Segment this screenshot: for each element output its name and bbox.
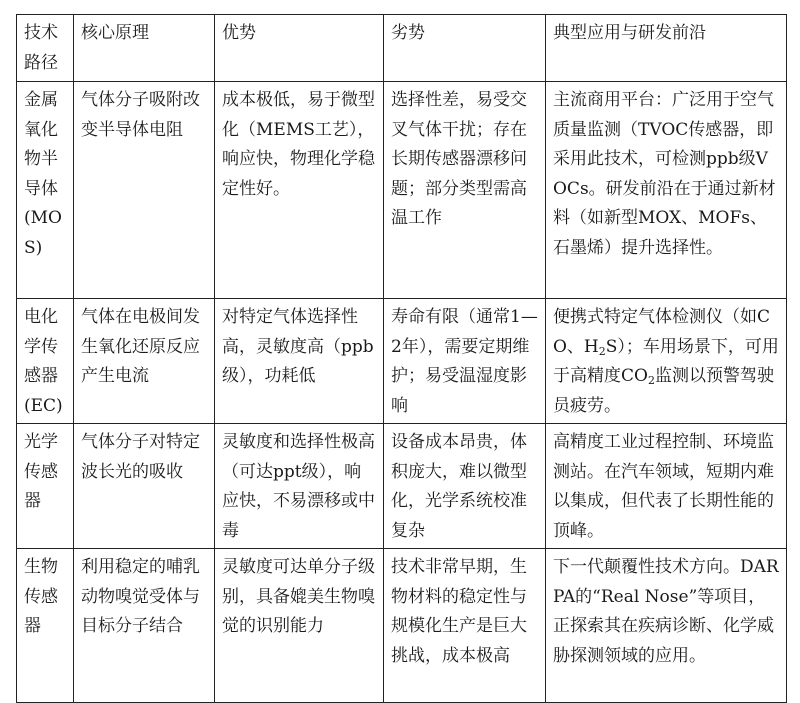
header-row — [17, 15, 787, 82]
header-cell-applications: 典型应用与研发前沿 — [546, 15, 787, 82]
cell-path: 金属氧化物半导体(MOS) — [17, 82, 74, 299]
cell-applications: 主流商用平台：广泛用于空气质量监测（TVOC传感器，即采用此技术，可检测ppb级VOCs。研发前沿在于通过新材料（如新型MOX、MOFs、石墨烯）提升选择性。 — [546, 82, 787, 299]
table-row — [17, 299, 787, 424]
table-row — [17, 424, 787, 549]
cell-applications: 下一代颠覆性技术方向。DARPA的“Real Nose”等项目，正探索其在疾病诊断、化学威胁探测领域的应用。 — [546, 549, 787, 703]
comparison-table — [16, 14, 787, 703]
cell-path: 光学传感器 — [17, 424, 74, 549]
cell-disadvantages: 寿命有限（通常1—2年），需要定期维护；易受温湿度影响 — [384, 299, 546, 424]
cell-disadvantages: 技术非常早期，生物材料的稳定性与规模化生产是巨大挑战，成本极高 — [384, 549, 546, 703]
cell-disadvantages: 设备成本昂贵，体积庞大，难以微型化，光学系统校准复杂 — [384, 424, 546, 549]
subscript: 2 — [598, 344, 606, 358]
cell-advantages: 成本极低，易于微型化（MEMS工艺），响应快，物理化学稳定性好。 — [215, 82, 384, 299]
header-cell-disadvantages: 劣势 — [384, 15, 546, 82]
cell-advantages: 灵敏度可达单分子级别，具备媲美生物嗅觉的识别能力 — [215, 549, 384, 703]
text-fragment: S）；车用场景下，可用于高精度CO — [553, 336, 779, 386]
cell-applications: 高精度工业过程控制、环境监测站。在汽车领域，短期内难以集成，但代表了长期性能的顶峰。 — [546, 424, 787, 549]
cell-disadvantages: 选择性差，易受交叉气体干扰；存在长期传感器漂移问题；部分类型需高温工作 — [384, 82, 546, 299]
cell-advantages: 灵敏度和选择性极高（可达ppt级），响应快，不易漂移或中毒 — [215, 424, 384, 549]
cell-path: 生物传感器 — [17, 549, 74, 703]
table-row — [17, 549, 787, 703]
cell-principle: 气体在电极间发生氧化还原反应产生电流 — [74, 299, 215, 424]
cell-path: 电化学传感器(EC) — [17, 299, 74, 424]
cell-advantages: 对特定气体选择性高，灵敏度高（ppb级），功耗低 — [215, 299, 384, 424]
header-cell-advantages: 优势 — [215, 15, 384, 82]
header-cell-principle: 核心原理 — [74, 15, 215, 82]
cell-principle: 气体分子吸附改变半导体电阻 — [74, 82, 215, 299]
subscript: 2 — [647, 374, 655, 387]
cell-principle: 气体分子对特定波长光的吸收 — [74, 424, 215, 549]
text-fragment: 监测以预警驾驶员疲劳。 — [553, 366, 774, 416]
cell-principle: 利用稳定的哺乳动物嗅觉受体与目标分子结合 — [74, 549, 215, 703]
cell-applications — [546, 299, 787, 424]
header-cell-path: 技术路径 — [17, 15, 74, 82]
table-row — [17, 82, 787, 299]
text-fragment: 便携式特定气体检测仪（如CO、H — [553, 307, 771, 357]
